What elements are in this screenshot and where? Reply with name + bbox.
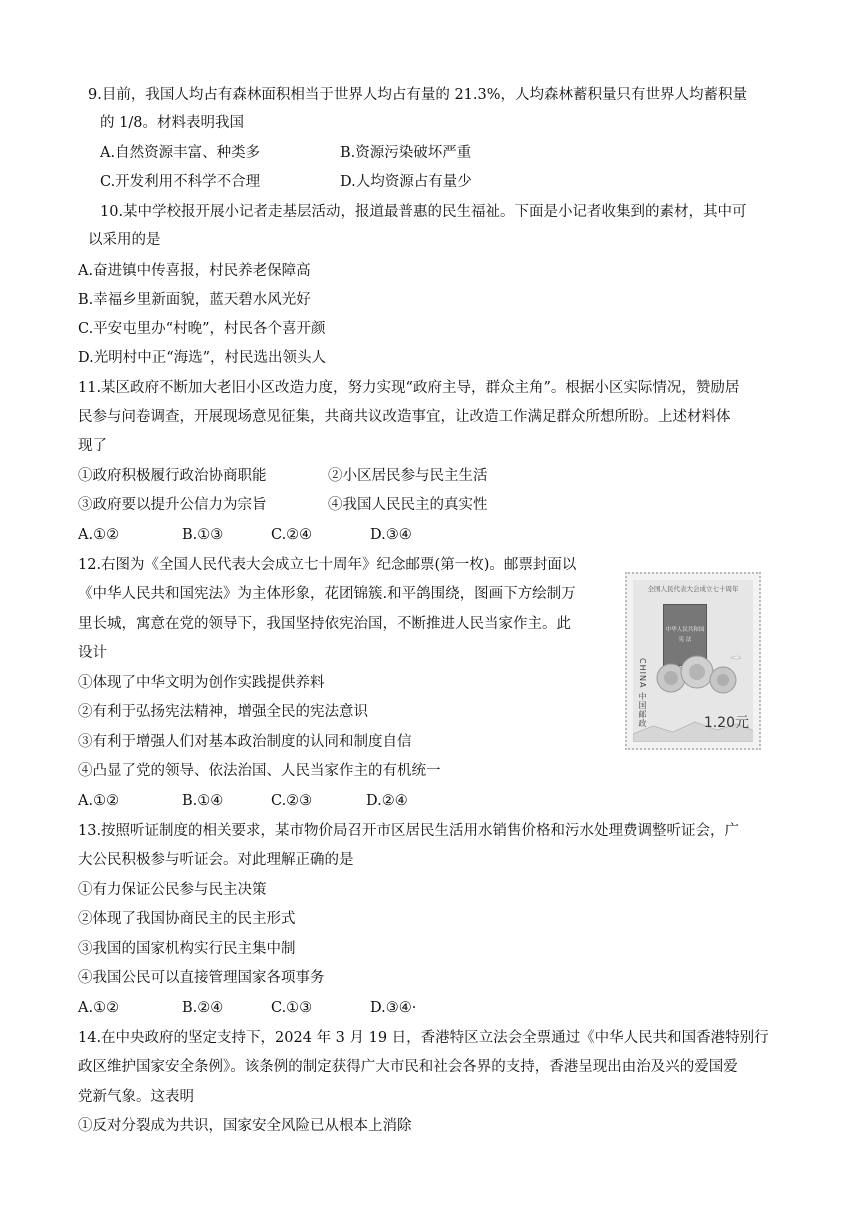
q12-option-b: B.①④ — [182, 793, 224, 809]
q13-option-d: D.③④· — [370, 1000, 417, 1016]
q13-option-c: C.①③ — [271, 1000, 313, 1016]
q9-stem-line1: 9.目前，我国人均占有森林面积相当于世界人均占有量的 21.3%，人均森林蓄积量只有世界人均蓄积量 — [88, 87, 748, 103]
stamp-face — [633, 580, 753, 742]
q12-item-1: ①体现了中华文明为创作实践提供养料 — [78, 675, 325, 691]
q12-item-2: ②有利于弘扬宪法精神，增强全民的宪法意识 — [78, 704, 368, 720]
q12-item-3: ③有利于增强人们对基本政治制度的认同和制度自信 — [78, 734, 412, 750]
q11-item-1: ①政府积极履行政治协商职能 — [78, 468, 267, 484]
commemorative-stamp-image — [625, 572, 761, 750]
q10-stem-line1: 10.某中学校报开展小记者走基层活动，报道最普惠的民生福祉。下面是小记者收集到的素材，其中可 — [100, 204, 747, 220]
q14-item-1: ①反对分裂成为共识，国家安全风险已从根本上消除 — [78, 1118, 412, 1134]
stamp-country-label: CHINA 中国邮政 — [638, 658, 647, 728]
q9-option-b: B.资源污染破坏严重 — [340, 145, 472, 161]
stamp-book-title: 中华人民共和国 — [665, 627, 705, 633]
q9-stem-line2: 的 1/8。材料表明我国 — [100, 115, 244, 131]
q10-option-a: A.奋进镇中传喜报，村民养老保障高 — [78, 263, 311, 279]
q13-item-3: ③我国的国家机构实行民主集中制 — [78, 941, 296, 957]
q11-stem-line3: 现了 — [78, 438, 107, 454]
q14-stem-line1: 14.在中央政府的坚定支持下，2024 年 3 月 19 日，香港特区立法会全票通过《中华人民共和国香港特别行 — [78, 1030, 769, 1046]
q10-option-c: C.平安屯里办“村晚”，村民各个喜开颜 — [78, 321, 326, 337]
q10-option-d: D.光明村中正“海选”，村民选出领头人 — [78, 350, 327, 366]
q13-item-2: ②体现了我国协商民主的民主形式 — [78, 911, 296, 927]
q11-option-c: C.②④ — [271, 527, 313, 543]
q11-item-4: ④我国人民民主的真实性 — [328, 497, 488, 513]
q11-stem-line1: 11.某区政府不断加大老旧小区改造力度，努力实现“政府主导，群众主角”。根据小区实际情况，赞励居 — [78, 380, 740, 396]
q10-option-b: B.幸福乡里新面貌，蓝天碧水风光好 — [78, 292, 311, 308]
q14-stem-line3: 党新气象。这表明 — [78, 1089, 194, 1105]
q12-stem-line3: 里长城，寓意在党的领导下，我国坚持依宪治国，不断推进人民当家作主。此 — [78, 616, 571, 632]
q13-option-a: A.①② — [78, 1000, 120, 1016]
q12-option-c: C.②③ — [271, 793, 313, 809]
q9-option-c: C.开发利用不科学不合理 — [100, 174, 261, 190]
q9-option-d: D.人均资源占有量少 — [340, 174, 472, 190]
q11-item-3: ③政府要以提升公信力为宗旨 — [78, 497, 267, 513]
peony-flowers-icon — [651, 650, 741, 700]
q11-option-a: A.①② — [78, 527, 120, 543]
q11-option-d: D.③④ — [370, 527, 412, 543]
q13-item-4: ④我国公民可以直接管理国家各项事务 — [78, 970, 325, 986]
q13-stem-line2: 大公民积极参与听证会。对此理解正确的是 — [78, 852, 354, 868]
q12-stem-line1: 12.右图为《全国人民代表大会成立七十周年》纪念邮票(第一枚)。邮票封面以 — [78, 557, 577, 573]
q11-stem-line2: 民参与问卷调查，开展现场意见征集，共商共议改造事宜，让改造工作满足群众所想所盼。上述材料体 — [78, 409, 731, 425]
q13-stem-line1: 13.按照听证制度的相关要求，某市物价局召开市区居民生活用水销售价格和污水处理费调整听证会，广 — [78, 823, 740, 839]
q12-stem-line4: 设计 — [78, 645, 107, 661]
stamp-face-value: 1.20元 — [703, 715, 749, 731]
q11-item-2: ②小区居民参与民主生活 — [328, 468, 488, 484]
q12-option-a: A.①② — [78, 793, 120, 809]
q11-option-b: B.①③ — [182, 527, 224, 543]
q13-item-1: ①有力保证公民参与民主决策 — [78, 882, 267, 898]
q12-option-d: D.②④ — [366, 793, 408, 809]
q12-stem-line2: 《中华人民共和国宪法》为主体形象，花团锦簇.和平鸽围绕，图画下方绘制万 — [78, 586, 576, 602]
q9-option-a: A.自然资源丰富、种类多 — [100, 145, 261, 161]
q13-option-b: B.②④ — [182, 1000, 224, 1016]
q10-stem-line2: 以采用的是 — [88, 232, 161, 248]
stamp-title: 全国人民代表大会成立七十周年 — [647, 585, 739, 593]
q14-stem-line2: 政区维护国家安全条例》。该条例的制定获得广大市民和社会各界的支持，香港呈现出由治及兴的爱国爱 — [78, 1059, 738, 1075]
stamp-book-subtitle: 宪 法 — [678, 637, 692, 643]
q12-item-4: ④凸显了党的领导、依法治国、人民当家作主的有机统一 — [78, 763, 441, 779]
